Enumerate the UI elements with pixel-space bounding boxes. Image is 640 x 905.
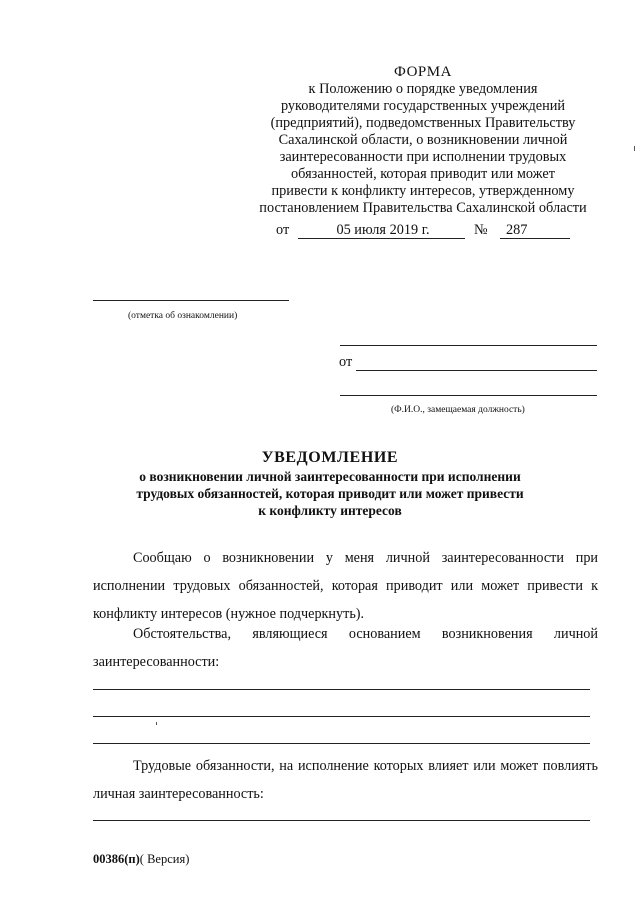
sender-caption: (Ф.И.О., замещаемая должность) [391, 405, 525, 415]
form-header-line: (предприятий), подведомственных Правительству [270, 115, 576, 131]
paragraph-circumstances [93, 620, 598, 676]
scan-mark [156, 722, 157, 725]
addressee-line[interactable] [340, 345, 597, 346]
decree-number: 287 [506, 222, 528, 238]
paragraph-duties-text: Трудовые обязанности, на исполнение которых влияет или может повлиять личная заинтересованность: [93, 758, 598, 802]
circumstances-line-1[interactable] [93, 689, 590, 690]
document-code: 00386(п) [93, 852, 140, 866]
duties-line[interactable] [93, 820, 590, 821]
form-header-line: руководителями государственных учреждений [280, 98, 566, 114]
form-header-line: привести к конфликту интересов, утвержденному [271, 183, 575, 199]
paragraph-circumstances-text: Обстоятельства, являющиеся основанием возникновения личной заинтересованности: [93, 626, 598, 670]
sender-position-line[interactable] [340, 395, 597, 396]
notice-subtitle-line: трудовых обязанностей, которая приводит или может привести [136, 486, 524, 501]
decree-number-label: № [474, 222, 488, 238]
circumstances-line-2[interactable] [93, 716, 590, 717]
decree-number-underline [500, 238, 570, 239]
paragraph-conflict-statement-text: Сообщаю о возникновении у меня личной заинтересованности при исполнении трудовых обязанностей, которая приводит или может привести к конфликту интересов (нужное подчеркнуть). [93, 550, 598, 622]
paragraph-conflict-statement [93, 544, 598, 628]
notice-title: УВЕДОМЛЕНИЕ [261, 449, 399, 466]
notice-subtitle-line: к конфликту интересов [258, 503, 402, 518]
decree-date-underline [298, 238, 465, 239]
form-header-line: заинтересованности при исполнении трудовых [279, 149, 567, 165]
form-header-line: обязанностей, которая приводит или может [291, 166, 555, 182]
acknowledgement-caption: (отметка об ознакомлении) [128, 311, 238, 321]
form-header-line: Сахалинской области, о возникновении личной [278, 132, 568, 148]
scan-mark [634, 146, 635, 151]
notice-subtitle [60, 468, 600, 519]
document-version: ( Версия) [139, 852, 190, 866]
decree-reference [276, 222, 528, 239]
form-title: ФОРМА [394, 64, 452, 80]
acknowledgement-line[interactable] [93, 300, 289, 301]
form-header [246, 64, 600, 217]
notice-subtitle-line: о возникновении личной заинтересованности при исполнении [139, 469, 521, 484]
sender-from-label: от [339, 354, 353, 370]
decree-from-label: от [276, 222, 290, 238]
form-header-line: к Положению о порядке уведомления [308, 81, 538, 97]
circumstances-line-3[interactable] [93, 743, 590, 744]
decree-date: 05 июля 2019 г. [336, 222, 430, 238]
paragraph-duties [93, 752, 598, 808]
sender-name-line[interactable] [356, 370, 597, 371]
form-header-line: постановлением Правительства Сахалинской области [259, 200, 587, 216]
footer [93, 852, 189, 867]
